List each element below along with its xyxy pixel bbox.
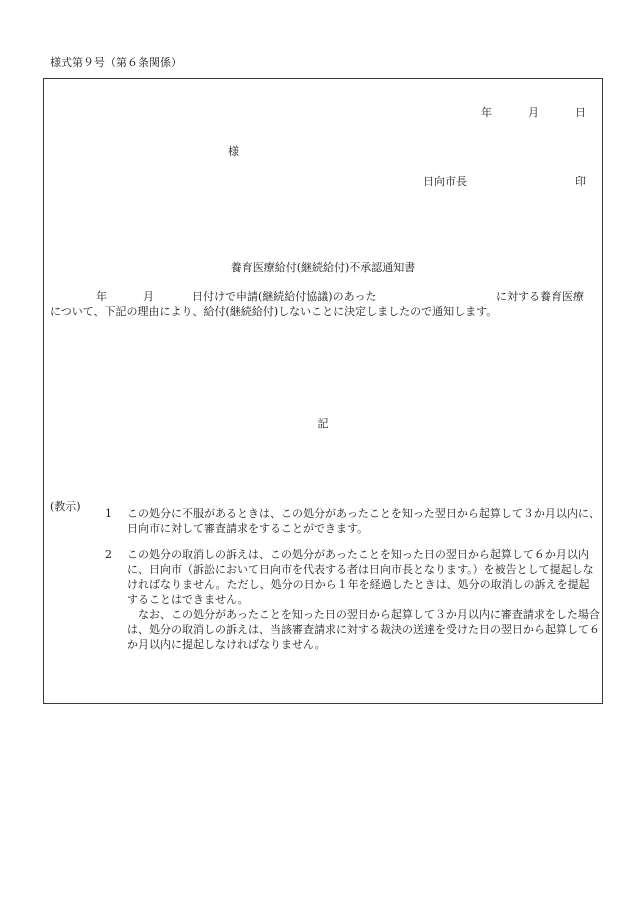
instruction-item-number: 1 bbox=[105, 507, 112, 520]
form-number-label: 様式第９号（第６条関係） bbox=[50, 56, 182, 69]
instruction-item-2 bbox=[105, 547, 600, 652]
body-line1-part2: に対する養育医療 bbox=[496, 290, 584, 303]
body-line2: について、下記の理由により、給付(継続給付)しないことに決定しましたので通知します。 bbox=[50, 305, 498, 318]
document-title: 養育医療給付(継続給付)不承認通知書 bbox=[230, 261, 416, 274]
addressee-suffix: 様 bbox=[228, 145, 239, 158]
date-month-label: 月 bbox=[528, 106, 539, 119]
instruction-item-text: この処分に不服があるときは、この処分があったことを知った翌日から起算して３か月以内に、日向市に対して審査請求をすることができます。 bbox=[127, 507, 600, 535]
instruction-item-1 bbox=[105, 506, 600, 536]
ki-heading: 記 bbox=[317, 417, 329, 430]
body-year-label: 年 bbox=[96, 290, 107, 303]
date-year-label: 年 bbox=[481, 106, 492, 119]
instruction-item-number: 2 bbox=[105, 548, 112, 561]
issuer-title: 日向市長 bbox=[423, 175, 467, 188]
seal-mark: 印 bbox=[575, 175, 586, 188]
instruction-label: (教示) bbox=[50, 500, 81, 513]
instruction-item-text: この処分の取消しの訴えは、この処分があったことを知った日の翌日から起算して６か月以内に、日向市（訴訟において日向市を代表する者は日向市長となります。）を被告として提起しなければなりません。ただし、処分の日から１年を経過したときは、処分の取消しの訴えを提起することはできません。 bbox=[127, 548, 594, 606]
instruction-item-continuation: なお、この処分があったことを知った日の翌日から起算して３か月以内に審査請求をした場合は、処分の取消しの訴えは、当該審査請求に対する裁決の送達を受けた日の翌日から起算して６か月以内に提起しなければなりません。 bbox=[127, 608, 600, 651]
date-day-label: 日 bbox=[575, 106, 586, 119]
body-line1-part1: 日付けで申請(継続給付協議)のあった bbox=[192, 290, 377, 303]
body-month-label: 月 bbox=[143, 290, 154, 303]
